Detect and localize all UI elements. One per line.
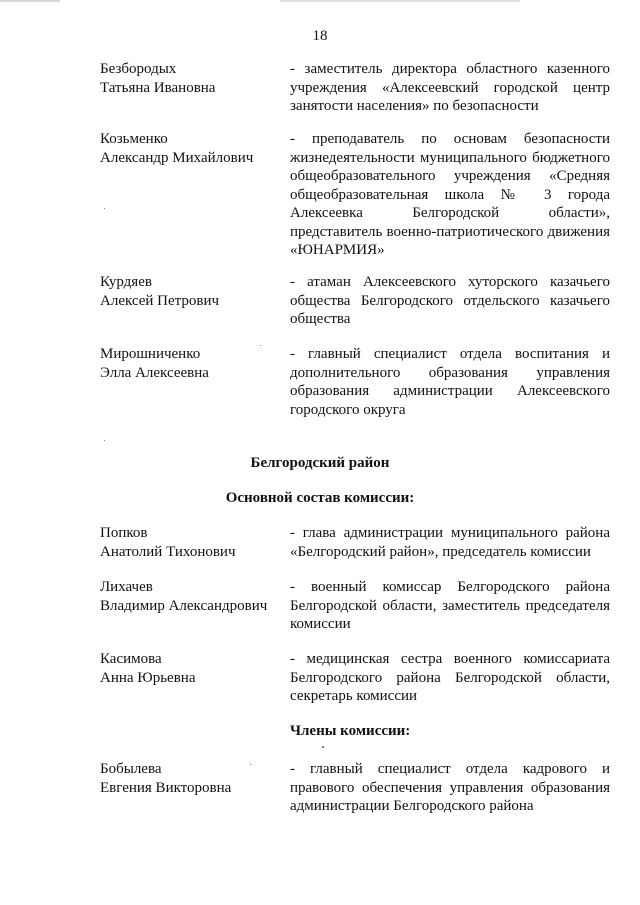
member-role: - преподаватель по основам безопасности жизнедеятельности муниципального бюджетного общеобразовательного учреждения «Средняя общеобразовательная школа № 3 города Алексеевка Белгородской области», представитель военно-патриотического движения «ЮНАРМИЯ» <box>290 131 610 258</box>
member-role: - медицинская сестра военного комиссариата Белгородского района Белгородской области, секретарь комиссии <box>290 651 610 704</box>
member-given-names: Александр Михайлович <box>100 149 254 166</box>
member-name <box>100 130 280 167</box>
members-heading: Члены комиссии: <box>290 723 411 739</box>
member-given-names: Элла Алексеевна <box>100 364 209 381</box>
member-given-names: Анатолий Тихонович <box>100 543 236 560</box>
member-role: - военный комиссар Белгородского района Белгородской области, заместитель председателя комиссии <box>290 579 610 632</box>
member-name <box>100 60 280 97</box>
main-composition-heading: Основной состав комиссии: <box>225 490 415 506</box>
member-surname: Безбородых <box>100 61 177 77</box>
member-name <box>100 760 280 797</box>
member-surname: Бобылева <box>100 761 162 777</box>
member-given-names: Алексей Петрович <box>100 292 220 309</box>
member-name <box>100 578 280 615</box>
member-role: - глава администрации муниципального района «Белгородский район», председатель комиссии <box>290 525 610 560</box>
member-surname: Козьменко <box>100 131 168 147</box>
scan-speck <box>322 746 324 748</box>
member-surname: Лихачев <box>100 579 153 595</box>
member-surname: Касимова <box>100 651 162 667</box>
scan-speck <box>104 208 105 209</box>
member-name <box>100 345 280 382</box>
member-surname: Попков <box>100 525 148 541</box>
member-given-names: Анна Юрьевна <box>100 669 196 686</box>
member-name <box>100 524 280 561</box>
member-name <box>100 650 280 687</box>
page-number: 18 <box>312 28 328 44</box>
member-given-names: Евгения Викторовна <box>100 779 232 796</box>
member-role: - заместитель директора областного казенного учреждения «Алексеевский городской центр занятости населения» по безопасности <box>290 61 610 114</box>
member-given-names: Татьяна Ивановна <box>100 79 216 96</box>
member-role: - атаман Алексеевского хуторского казачьего общества Белгородского отдельского казачьего общества <box>290 274 610 327</box>
member-name <box>100 273 280 310</box>
scan-speck <box>260 345 261 346</box>
scan-top-edge <box>0 0 640 2</box>
scan-speck <box>104 440 105 441</box>
member-role: - главный специалист отдела кадрового и правового обеспечения управления образования администрации Белгородского района <box>290 761 610 814</box>
member-surname: Курдяев <box>100 274 152 290</box>
scan-speck <box>250 764 251 765</box>
member-role: - главный специалист отдела воспитания и дополнительного образования управления образования администрации Алексеевского городского округа <box>290 346 610 418</box>
member-given-names: Владимир Александрович <box>100 597 268 614</box>
district-heading: Белгородский район <box>250 455 390 471</box>
member-surname: Мирошниченко <box>100 346 201 362</box>
